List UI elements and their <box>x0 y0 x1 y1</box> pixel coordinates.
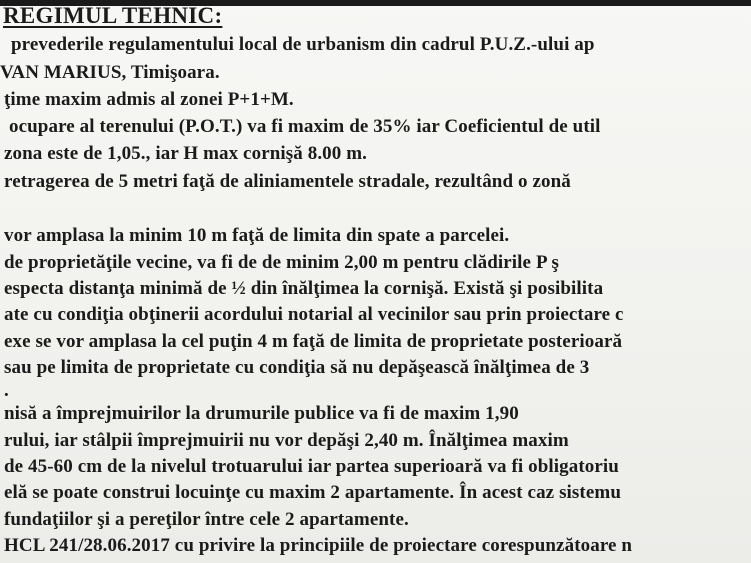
document-line: retragerea de 5 metri faţă de aliniamentele stradale, rezultând o zonă <box>4 171 571 192</box>
document-line: . <box>4 380 9 401</box>
section-heading: REGIMUL TEHNIC: <box>3 3 223 28</box>
document-line: HCL 241/28.06.2017 cu privire la principiile de proiectare corespunzătoare n <box>4 535 633 556</box>
document-line: especta distanţa minimă de ½ din înălţimea la cornişă. Există şi posibilita <box>4 278 604 299</box>
document-line: rului, iar stâlpii împrejmuirii nu vor depăşi 2,40 m. Înălţimea maxim <box>4 430 569 451</box>
document-line: ate cu condiţia obţinerii acordului notarial al vecinilor sau prin proiectare c <box>4 304 624 325</box>
document-line: nisă a împrejmuirilor la drumurile publice va fi de maxim 1,90 <box>4 403 519 424</box>
document-line: prevederile regulamentului local de urbanism din cadrul P.U.Z.-ului ap <box>11 34 595 55</box>
document-line: ţime maxim admis al zonei P+1+M. <box>4 89 294 110</box>
document-line: fundaţiilor şi a pereţilor între cele 2 apartamente. <box>4 509 409 530</box>
document-line: ocupare al terenului (P.O.T.) va fi maxim de 35% iar Coeficientul de util <box>9 116 601 137</box>
document-line: sau pe limita de proprietate cu condiţia să nu depăşească înălţimea de 3 <box>4 357 590 378</box>
document-line: exe se vor amplasa la cel puţin 4 m faţă de limita de proprietate posterioară <box>4 331 623 352</box>
document-line: VAN MARIUS, Timişoara. <box>0 62 220 83</box>
document-line: zona este de 1,05., iar H max cornişă 8.00 m. <box>4 143 367 164</box>
document-line: de 45-60 cm de la nivelul trotuarului iar partea superioară va fi obligatoriu <box>4 456 619 477</box>
document-line: vor amplasa la minim 10 m faţă de limita din spate a parcelei. <box>4 225 510 246</box>
document-line: elă se poate construi locuinţe cu maxim 2 apartamente. În acest caz sistemu <box>4 482 621 503</box>
document-line: de proprietăţile vecine, va fi de de minim 2,00 m pentru clădirile P ş <box>4 252 559 273</box>
